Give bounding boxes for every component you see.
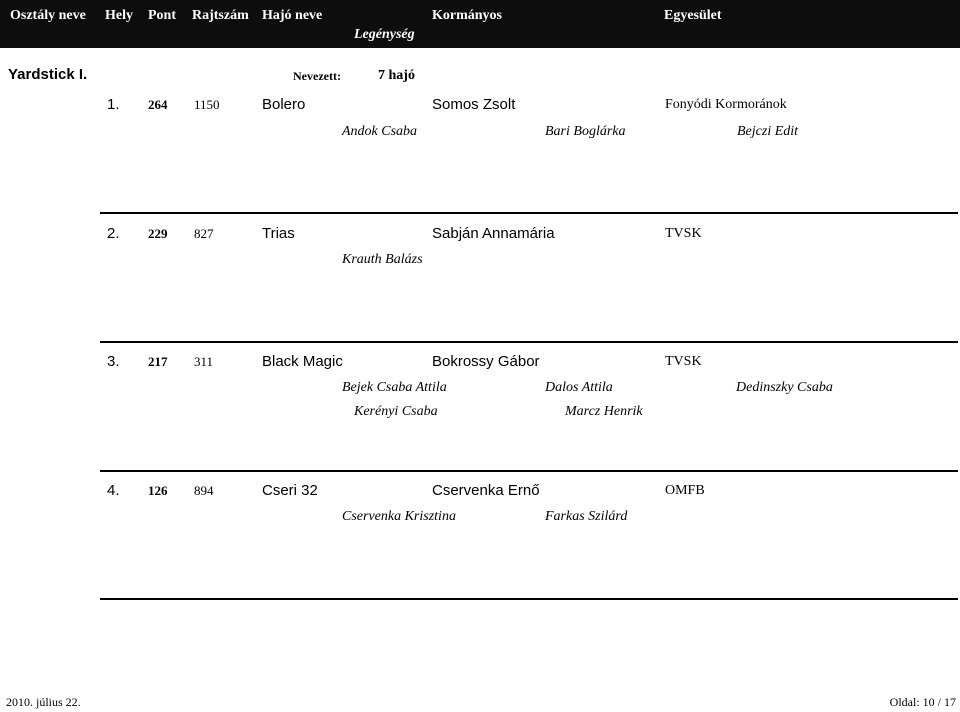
entry-kormanyos: Bokrossy Gábor [432, 353, 540, 370]
entry-pont: 126 [148, 483, 168, 498]
header-pont: Pont [148, 8, 176, 23]
header-osztaly: Osztály neve [10, 8, 86, 23]
entry-pont: 264 [148, 97, 168, 112]
header-hajo: Hajó neve [262, 8, 323, 23]
entry-hely: 4. [107, 482, 120, 499]
entry-pont: 217 [148, 354, 168, 369]
entry-kormanyos: Somos Zsolt [432, 96, 516, 113]
header-legenyseg: Legénység [354, 27, 415, 42]
table-header [0, 0, 960, 48]
header-kormanyos: Kormányos [432, 8, 502, 23]
class-name: Yardstick I. [8, 66, 88, 83]
header-rajtszam: Rajtszám [192, 8, 249, 23]
crew-member: Bejczi Edit [737, 124, 799, 139]
nevezett-value: 7 hajó [378, 68, 415, 83]
row-divider [100, 598, 958, 600]
crew-member: Dedinszky Csaba [736, 380, 833, 395]
entry-rajtszam: 311 [194, 354, 214, 369]
crew-member: Dalos Attila [545, 380, 613, 395]
entry-hely: 1. [107, 96, 120, 113]
entry-rajtszam: 1150 [194, 97, 220, 112]
entry-hajo: Trias [262, 225, 295, 242]
entry-hajo: Cseri 32 [262, 482, 318, 499]
entry-kormanyos: Sabján Annamária [432, 225, 555, 242]
row-divider [100, 341, 958, 343]
row-divider [100, 212, 958, 214]
crew-member: Bejek Csaba Attila [342, 380, 447, 395]
entry-pont: 229 [148, 226, 168, 241]
entry-hely: 2. [107, 225, 120, 242]
entry-egyesulet: OMFB [665, 483, 705, 498]
crew-member: Andok Csaba [342, 124, 418, 139]
entry-egyesulet: TVSK [665, 226, 702, 241]
header-hely: Hely [105, 8, 133, 23]
crew-member: Krauth Balázs [342, 252, 423, 267]
footer-page: Oldal: 10 / 17 [889, 695, 956, 709]
nevezett-label: Nevezett: [293, 69, 341, 83]
entry-hajo: Black Magic [262, 353, 343, 370]
crew-member: Cservenka Krisztina [342, 509, 456, 524]
entry-egyesulet: TVSK [665, 354, 702, 369]
entry-hely: 3. [107, 353, 120, 370]
entry-rajtszam: 894 [194, 483, 214, 498]
entry-egyesulet: Fonyódi Kormoránok [665, 97, 787, 112]
crew-member: Marcz Henrik [565, 404, 643, 419]
header-egyesulet: Egyesület [664, 8, 722, 23]
row-divider [100, 470, 958, 472]
footer-date: 2010. július 22. [6, 695, 81, 709]
crew-member: Kerényi Csaba [354, 404, 438, 419]
entry-rajtszam: 827 [194, 226, 214, 241]
crew-member: Farkas Szilárd [545, 509, 628, 524]
entry-hajo: Bolero [262, 96, 306, 113]
crew-member: Bari Boglárka [545, 124, 626, 139]
entry-kormanyos: Cservenka Ernő [432, 482, 540, 499]
